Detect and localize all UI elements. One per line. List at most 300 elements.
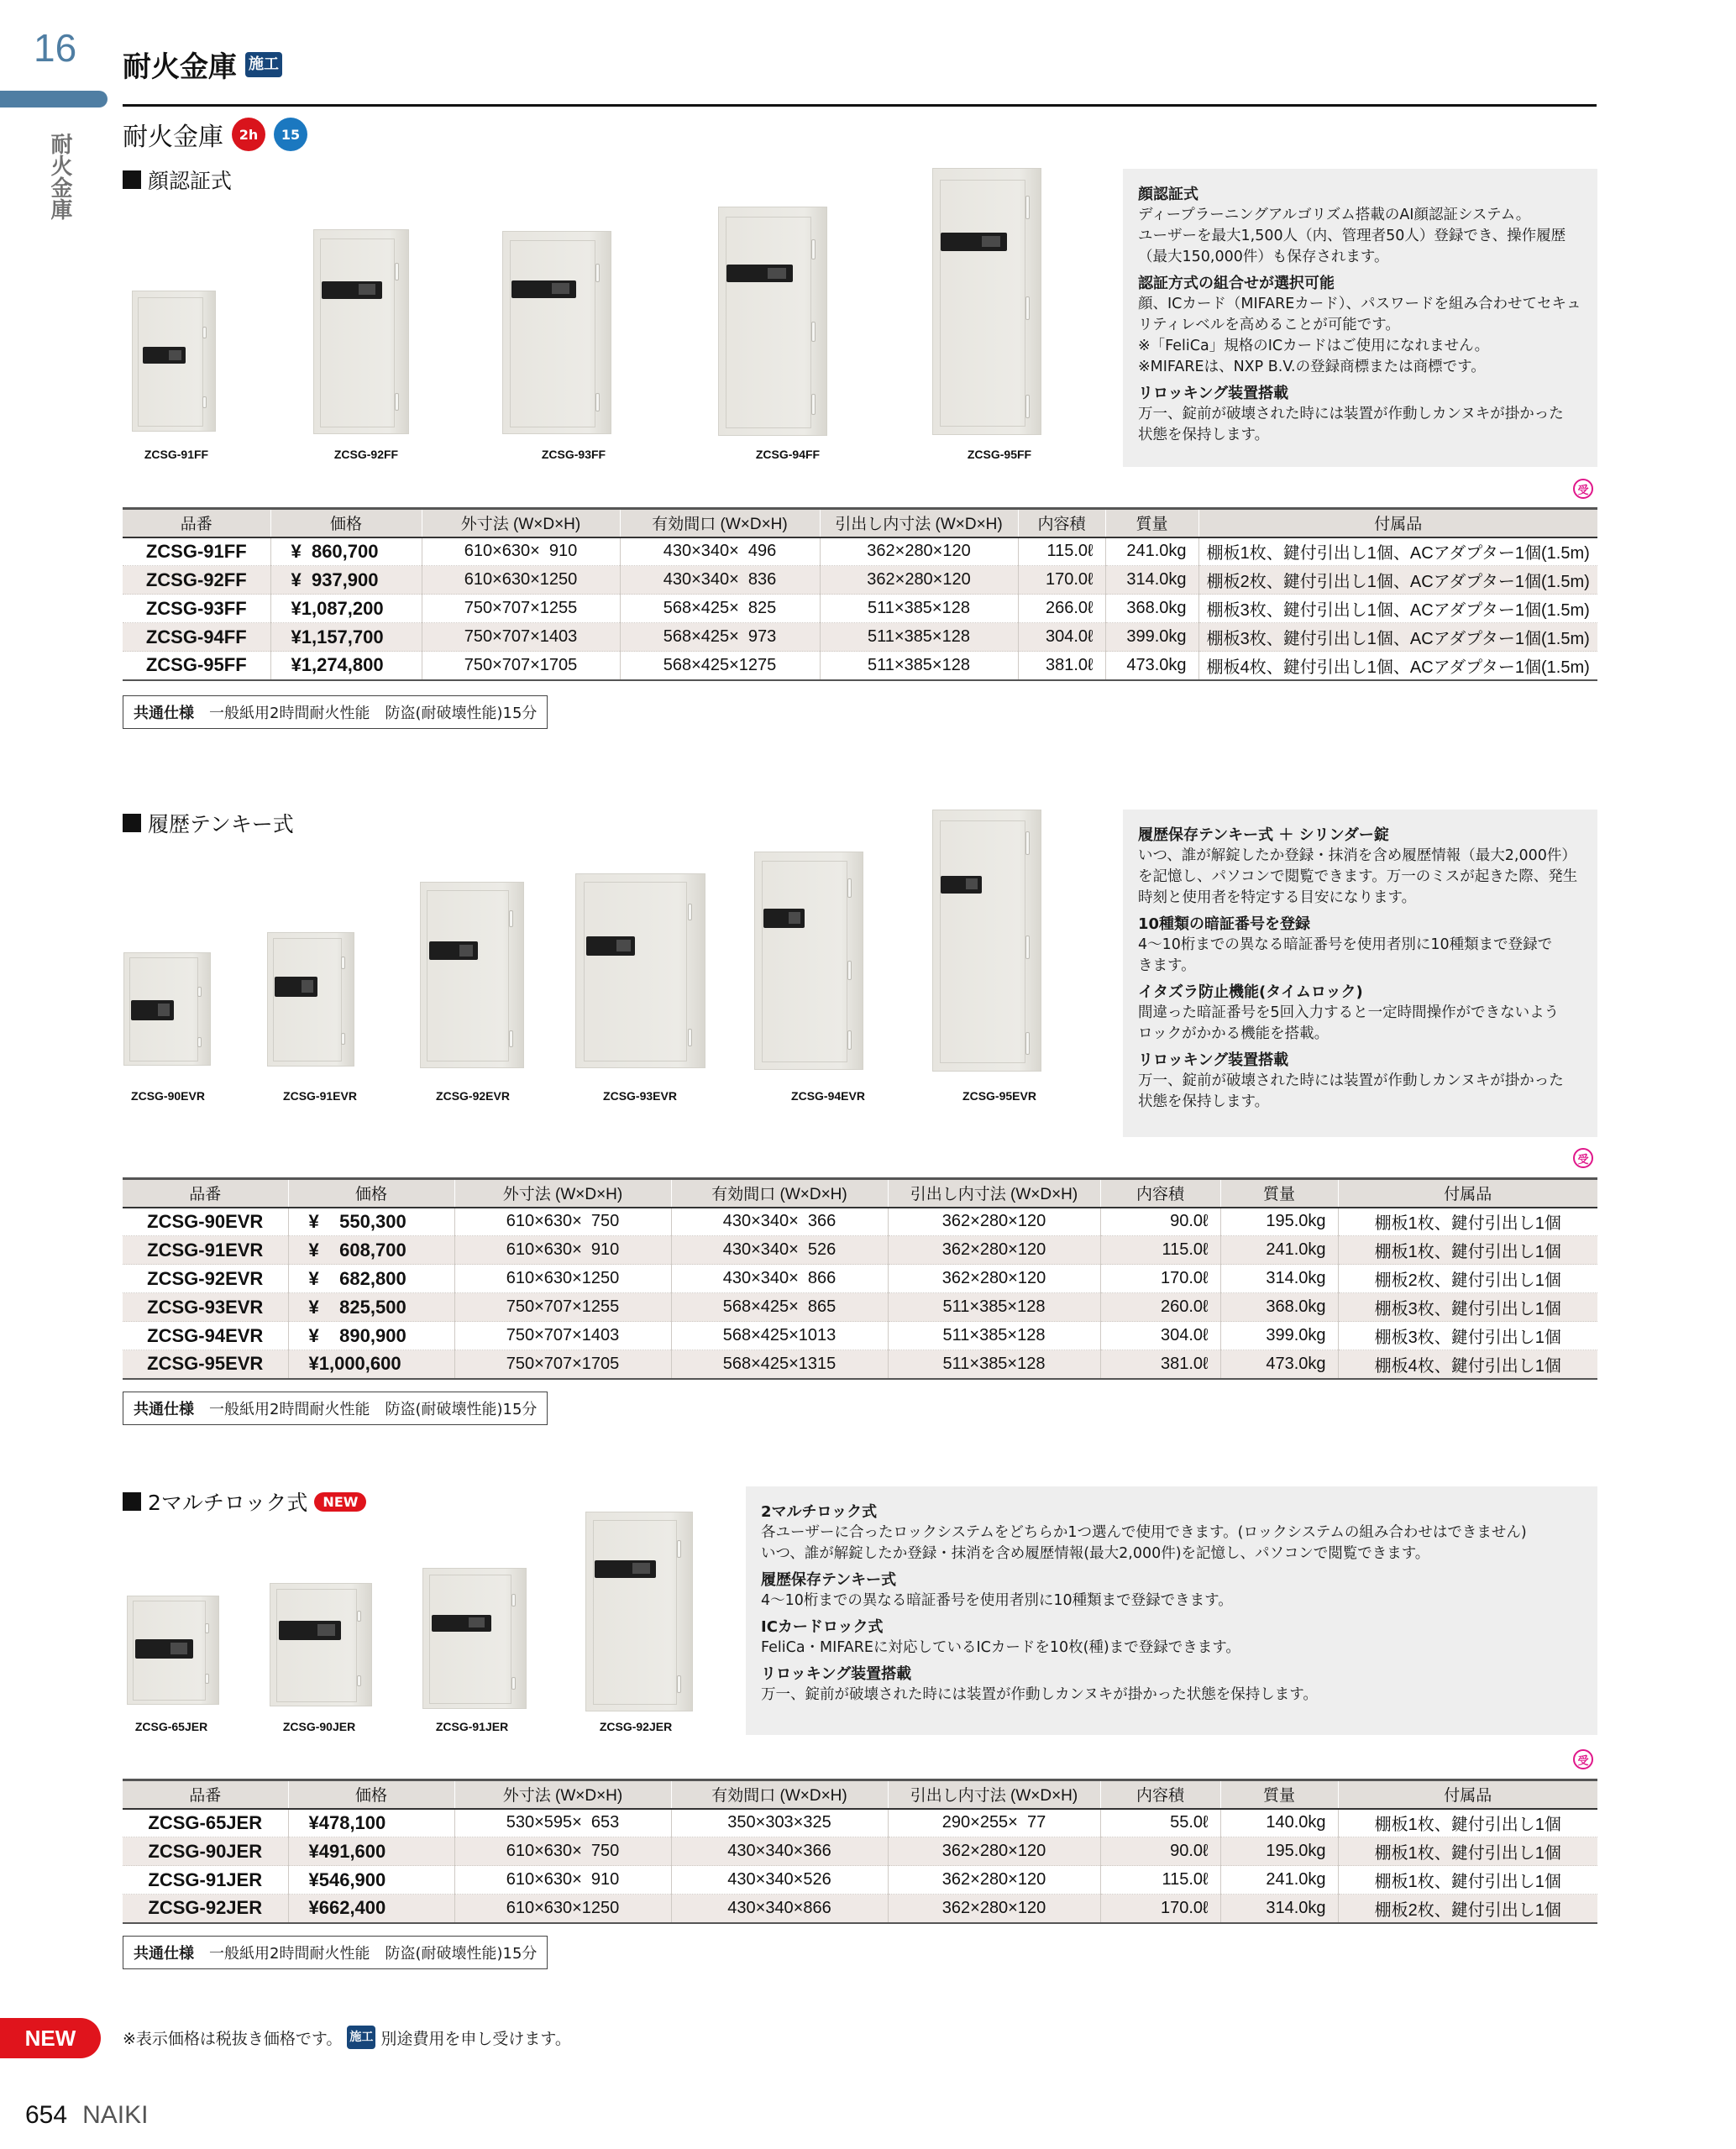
feature-text: FeliCa・MIFAREに対応しているICカードを10枚(種)まで登録できます。 bbox=[761, 1639, 1240, 1656]
feature-text: 顔、ICカード（MIFAREカード）、パスワードを組み合わせてセキュ リティレベルを高めることが可能です。 ※「FeliCa」規格のICカードはご使用になれません。 ※MIFAREは、NXP B.V.の登録商標または商標です。 bbox=[1138, 296, 1581, 375]
hinge-icon bbox=[1025, 395, 1030, 418]
feature-box-face-auth bbox=[1123, 169, 1597, 467]
col-header: 品番 bbox=[123, 509, 270, 537]
col-header: 質量 bbox=[1220, 1780, 1338, 1809]
cell-product-code: ZCSG-65JER bbox=[123, 1809, 288, 1837]
table-row bbox=[123, 623, 1597, 652]
cell-effective-opening: 350×303×325 bbox=[671, 1809, 888, 1837]
table-row bbox=[123, 1895, 1597, 1923]
cell-drawer-dimensions: 290×255× 77 bbox=[888, 1809, 1100, 1837]
receive-order-icon: 受 bbox=[1573, 1749, 1593, 1769]
cell-drawer-dimensions: 511×385×128 bbox=[888, 1322, 1100, 1350]
hinge-icon bbox=[595, 264, 600, 282]
col-header: 品番 bbox=[123, 1780, 288, 1809]
col-header: 品番 bbox=[123, 1179, 288, 1208]
subtitle-text: 耐火金庫 bbox=[123, 123, 223, 152]
common-spec-box bbox=[123, 1392, 548, 1425]
cell-capacity: 304.0ℓ bbox=[1018, 623, 1105, 652]
cell-effective-opening: 568×425×1315 bbox=[671, 1350, 888, 1379]
cell-accessories: 棚板1枚、鍵付引出し1個 bbox=[1338, 1837, 1597, 1866]
feature-title: リロッキング装置搭載 bbox=[761, 1665, 912, 1683]
cell-price: ¥1,274,800 bbox=[270, 652, 422, 680]
cell-capacity: 170.0ℓ bbox=[1100, 1265, 1220, 1293]
cell-drawer-dimensions: 362×280×120 bbox=[820, 537, 1018, 566]
installation-badge: 施工 bbox=[347, 2026, 375, 2049]
page-number: 654 bbox=[25, 2101, 68, 2129]
hinge-icon bbox=[1025, 196, 1030, 219]
cell-outer-dimensions: 750×707×1705 bbox=[422, 652, 620, 680]
col-header: 有効間口 (W×D×H) bbox=[671, 1780, 888, 1809]
safe-label: ZCSG-95FF bbox=[967, 448, 1032, 461]
cell-price: ¥ 682,800 bbox=[288, 1265, 454, 1293]
chapter-number: 16 bbox=[34, 26, 77, 70]
cell-price: ¥1,000,600 bbox=[288, 1350, 454, 1379]
common-spec-text: 一般紙用2時間耐火性能 防盗(耐破壊性能)15分 bbox=[209, 1401, 538, 1418]
cell-weight: 195.0kg bbox=[1220, 1208, 1338, 1236]
receive-order-icon: 受 bbox=[1573, 1148, 1593, 1168]
cell-outer-dimensions: 750×707×1705 bbox=[454, 1350, 671, 1379]
safe-image bbox=[267, 932, 354, 1067]
cell-outer-dimensions: 610×630× 750 bbox=[454, 1837, 671, 1866]
spec-table-multi-lock bbox=[123, 1779, 1597, 1924]
col-header: 内容積 bbox=[1100, 1179, 1220, 1208]
lock-panel-icon bbox=[135, 1639, 193, 1659]
cell-drawer-dimensions: 511×385×128 bbox=[888, 1350, 1100, 1379]
hinge-icon bbox=[509, 910, 513, 927]
table-row bbox=[123, 1265, 1597, 1293]
cell-accessories: 棚板1枚、鍵付引出し1個 bbox=[1338, 1236, 1597, 1265]
cell-product-code: ZCSG-91EVR bbox=[123, 1236, 288, 1265]
lock-panel-icon bbox=[586, 936, 635, 956]
cell-product-code: ZCSG-92JER bbox=[123, 1895, 288, 1923]
cell-drawer-dimensions: 362×280×120 bbox=[888, 1837, 1100, 1866]
cell-weight: 314.0kg bbox=[1105, 566, 1198, 595]
cell-outer-dimensions: 610×630×1250 bbox=[422, 566, 620, 595]
title-divider bbox=[123, 104, 1597, 107]
new-badge: NEW bbox=[314, 1492, 366, 1512]
hinge-icon bbox=[511, 1594, 516, 1607]
cell-capacity: 115.0ℓ bbox=[1100, 1866, 1220, 1895]
safe-image bbox=[127, 1596, 219, 1705]
cell-capacity: 266.0ℓ bbox=[1018, 595, 1105, 623]
hinge-icon bbox=[202, 327, 207, 339]
cell-effective-opening: 430×340×526 bbox=[671, 1866, 888, 1895]
safe-label: ZCSG-92JER bbox=[599, 1720, 673, 1733]
cell-accessories: 棚板1枚、鍵付引出し1個 bbox=[1338, 1866, 1597, 1895]
cell-product-code: ZCSG-91FF bbox=[123, 537, 270, 566]
safe-label: ZCSG-90EVR bbox=[131, 1089, 205, 1103]
cell-outer-dimensions: 610×630× 910 bbox=[454, 1866, 671, 1895]
cell-accessories: 棚板1枚、鍵付引出し1個、ACアダプター1個(1.5m) bbox=[1198, 537, 1597, 566]
lock-panel-icon bbox=[941, 233, 1007, 251]
cell-outer-dimensions: 750×707×1403 bbox=[454, 1322, 671, 1350]
section-heading-text: 2マルチロック式 bbox=[148, 1491, 308, 1515]
cell-weight: 399.0kg bbox=[1105, 623, 1198, 652]
cell-drawer-dimensions: 362×280×120 bbox=[888, 1265, 1100, 1293]
cell-effective-opening: 430×340× 496 bbox=[620, 537, 820, 566]
common-spec-label: 共通仕様 bbox=[134, 1401, 194, 1418]
safe-label: ZCSG-91EVR bbox=[283, 1089, 357, 1103]
safe-image bbox=[932, 168, 1041, 435]
safe-image bbox=[585, 1512, 693, 1711]
spec-table-face-auth bbox=[123, 507, 1597, 681]
cell-effective-opening: 430×340×866 bbox=[671, 1895, 888, 1923]
table-row bbox=[123, 566, 1597, 595]
cell-effective-opening: 568×425× 865 bbox=[671, 1293, 888, 1322]
cell-price: ¥ 860,700 bbox=[270, 537, 422, 566]
cell-product-code: ZCSG-93EVR bbox=[123, 1293, 288, 1322]
col-header: 価格 bbox=[288, 1179, 454, 1208]
feature-title: 認証方式の組合せが選択可能 bbox=[1138, 275, 1335, 292]
hinge-icon bbox=[811, 394, 816, 414]
safe-label: ZCSG-91FF bbox=[144, 448, 209, 461]
col-header: 付属品 bbox=[1338, 1179, 1597, 1208]
cell-product-code: ZCSG-92FF bbox=[123, 566, 270, 595]
safe-image bbox=[123, 952, 211, 1066]
col-header: 内容積 bbox=[1018, 509, 1105, 537]
cell-accessories: 棚板2枚、鍵付引出し1個 bbox=[1338, 1265, 1597, 1293]
cell-price: ¥ 937,900 bbox=[270, 566, 422, 595]
cell-product-code: ZCSG-90JER bbox=[123, 1837, 288, 1866]
hinge-icon bbox=[357, 1675, 361, 1686]
category-subtitle bbox=[123, 116, 307, 153]
feature-text: 間違った暗証番号を5回入力すると一定時間操作ができないよう ロックがかかる機能を搭載。 bbox=[1138, 1004, 1560, 1042]
cell-weight: 473.0kg bbox=[1105, 652, 1198, 680]
feature-box-multi-lock bbox=[746, 1486, 1597, 1735]
hinge-icon bbox=[395, 263, 399, 281]
lock-panel-icon bbox=[143, 347, 186, 364]
table-row bbox=[123, 1293, 1597, 1322]
section-heading-multi-lock bbox=[123, 1486, 366, 1517]
cell-outer-dimensions: 610×630× 910 bbox=[454, 1236, 671, 1265]
safe-image bbox=[270, 1583, 372, 1706]
cell-effective-opening: 430×340×366 bbox=[671, 1837, 888, 1866]
cell-drawer-dimensions: 362×280×120 bbox=[888, 1236, 1100, 1265]
cell-capacity: 381.0ℓ bbox=[1018, 652, 1105, 680]
cell-price: ¥478,100 bbox=[288, 1809, 454, 1837]
footer-new-badge: NEW bbox=[0, 2018, 101, 2058]
cell-weight: 368.0kg bbox=[1105, 595, 1198, 623]
feature-title: リロッキング装置搭載 bbox=[1138, 1051, 1289, 1069]
section-heading-text: 履歴テンキー式 bbox=[148, 812, 294, 836]
cell-product-code: ZCSG-94EVR bbox=[123, 1322, 288, 1350]
brand-name: NAIKI bbox=[82, 2101, 149, 2129]
feature-text: 万一、錠前が破壊された時には装置が作動しカンヌキが掛かった状態を保持します。 bbox=[761, 1686, 1318, 1703]
hinge-icon bbox=[811, 322, 816, 342]
lock-panel-icon bbox=[763, 909, 805, 928]
hinge-icon bbox=[677, 1540, 681, 1558]
cell-capacity: 381.0ℓ bbox=[1100, 1350, 1220, 1379]
col-header: 有効間口 (W×D×H) bbox=[620, 509, 820, 537]
safe-image bbox=[422, 1568, 527, 1709]
table-row bbox=[123, 595, 1597, 623]
cell-price: ¥1,087,200 bbox=[270, 595, 422, 623]
hinge-icon bbox=[847, 1030, 852, 1050]
cell-capacity: 170.0ℓ bbox=[1018, 566, 1105, 595]
feature-title: 2マルチロック式 bbox=[761, 1503, 878, 1521]
table-header-row bbox=[123, 509, 1597, 537]
cell-accessories: 棚板1枚、鍵付引出し1個 bbox=[1338, 1208, 1597, 1236]
table-header-row bbox=[123, 1179, 1597, 1208]
feature-title: リロッキング装置搭載 bbox=[1138, 385, 1289, 402]
safe-label: ZCSG-95EVR bbox=[962, 1089, 1036, 1103]
chapter-tab-bar bbox=[0, 91, 108, 107]
lock-panel-icon bbox=[322, 281, 382, 300]
cell-outer-dimensions: 610×630×1250 bbox=[454, 1265, 671, 1293]
page-title bbox=[123, 44, 282, 85]
feature-text: 万一、錠前が破壊された時には装置が作動しカンヌキが掛かった 状態を保持します。 bbox=[1138, 1072, 1564, 1110]
hinge-icon bbox=[202, 396, 207, 409]
cell-accessories: 棚板2枚、鍵付引出し1個 bbox=[1338, 1895, 1597, 1923]
safe-label: ZCSG-65JER bbox=[134, 1720, 208, 1733]
col-header: 引出し内寸法 (W×D×H) bbox=[820, 509, 1018, 537]
col-header: 付属品 bbox=[1338, 1780, 1597, 1809]
cell-weight: 399.0kg bbox=[1220, 1322, 1338, 1350]
col-header: 外寸法 (W×D×H) bbox=[422, 509, 620, 537]
feature-title: イタズラ防止機能(タイムロック) bbox=[1138, 983, 1363, 1001]
footer-note bbox=[123, 2026, 571, 2049]
cell-price: ¥546,900 bbox=[288, 1866, 454, 1895]
section-heading-face-auth bbox=[123, 165, 232, 195]
cell-accessories: 棚板4枚、鍵付引出し1個、ACアダプター1個(1.5m) bbox=[1198, 652, 1597, 680]
square-bullet-icon bbox=[123, 170, 141, 189]
table-row bbox=[123, 1809, 1597, 1837]
cell-price: ¥662,400 bbox=[288, 1895, 454, 1923]
cell-drawer-dimensions: 511×385×128 bbox=[820, 595, 1018, 623]
receive-order-icon: 受 bbox=[1573, 479, 1593, 499]
cell-weight: 140.0kg bbox=[1220, 1809, 1338, 1837]
hinge-icon bbox=[688, 904, 692, 921]
col-header: 引出し内寸法 (W×D×H) bbox=[888, 1780, 1100, 1809]
safe-image bbox=[420, 882, 524, 1068]
safe-image bbox=[502, 231, 611, 434]
feature-text: ディープラーニングアルゴリズム搭載のAI顔認証システム。 ユーザーを最大1,500人（内、管理者50人）登録でき、操作履歴 （最大150,000件）も保存されます。 bbox=[1138, 207, 1566, 265]
cell-effective-opening: 568×425×1275 bbox=[620, 652, 820, 680]
fire-2h-icon: 2h bbox=[232, 118, 265, 151]
lock-panel-icon bbox=[941, 876, 982, 894]
cell-accessories: 棚板2枚、鍵付引出し1個、ACアダプター1個(1.5m) bbox=[1198, 566, 1597, 595]
cell-capacity: 170.0ℓ bbox=[1100, 1895, 1220, 1923]
safe-image bbox=[575, 873, 705, 1068]
cell-capacity: 115.0ℓ bbox=[1018, 537, 1105, 566]
table-row bbox=[123, 537, 1597, 566]
table-row bbox=[123, 652, 1597, 680]
hinge-icon bbox=[511, 1677, 516, 1690]
hinge-icon bbox=[205, 1674, 209, 1684]
safe-label: ZCSG-94FF bbox=[755, 448, 821, 461]
col-header: 価格 bbox=[270, 509, 422, 537]
cell-weight: 314.0kg bbox=[1220, 1895, 1338, 1923]
cell-weight: 195.0kg bbox=[1220, 1837, 1338, 1866]
cell-product-code: ZCSG-95FF bbox=[123, 652, 270, 680]
cell-weight: 368.0kg bbox=[1220, 1293, 1338, 1322]
lock-panel-icon bbox=[279, 1621, 341, 1640]
col-header: 質量 bbox=[1220, 1179, 1338, 1208]
cell-accessories: 棚板4枚、鍵付引出し1個 bbox=[1338, 1350, 1597, 1379]
feature-text: 4～10桁までの異なる暗証番号を使用者別に10種類まで登録できます。 bbox=[761, 1592, 1233, 1609]
common-spec-box bbox=[123, 1936, 548, 1969]
cell-drawer-dimensions: 362×280×120 bbox=[888, 1895, 1100, 1923]
cell-weight: 473.0kg bbox=[1220, 1350, 1338, 1379]
cell-drawer-dimensions: 511×385×128 bbox=[888, 1293, 1100, 1322]
installation-badge: 施工 bbox=[245, 52, 282, 77]
cell-accessories: 棚板3枚、鍵付引出し1個 bbox=[1338, 1322, 1597, 1350]
lock-panel-icon bbox=[595, 1560, 656, 1578]
page-title-text: 耐火金庫 bbox=[123, 50, 237, 84]
safe-image bbox=[932, 810, 1041, 1072]
hinge-icon bbox=[341, 957, 345, 968]
hinge-icon bbox=[595, 393, 600, 411]
safe-image bbox=[718, 207, 827, 436]
cell-outer-dimensions: 610×630×1250 bbox=[454, 1895, 671, 1923]
safe-label: ZCSG-92EVR bbox=[436, 1089, 510, 1103]
hinge-icon bbox=[1025, 936, 1030, 959]
lock-panel-icon bbox=[131, 1000, 174, 1020]
hinge-icon bbox=[1025, 1032, 1030, 1056]
feature-title: 履歴保存テンキー式 bbox=[761, 1571, 897, 1589]
feature-title: 履歴保存テンキー式 ＋ シリンダー錠 bbox=[1138, 826, 1389, 844]
page-footer bbox=[25, 2101, 148, 2130]
feature-text: 万一、錠前が破壊された時には装置が作動しカンヌキが掛かった 状態を保持します。 bbox=[1138, 406, 1564, 443]
cell-outer-dimensions: 750×707×1255 bbox=[422, 595, 620, 623]
safe-label: ZCSG-90JER bbox=[282, 1720, 356, 1733]
safe-label: ZCSG-91JER bbox=[435, 1720, 509, 1733]
cell-capacity: 55.0ℓ bbox=[1100, 1809, 1220, 1837]
spec-table-history-tenkey bbox=[123, 1177, 1597, 1380]
cell-drawer-dimensions: 362×280×120 bbox=[820, 566, 1018, 595]
feature-box-history-tenkey bbox=[1123, 810, 1597, 1137]
cell-effective-opening: 568×425×1013 bbox=[671, 1322, 888, 1350]
cell-product-code: ZCSG-93FF bbox=[123, 595, 270, 623]
lock-panel-icon bbox=[726, 265, 793, 283]
col-header: 外寸法 (W×D×H) bbox=[454, 1780, 671, 1809]
cell-accessories: 棚板3枚、鍵付引出し1個 bbox=[1338, 1293, 1597, 1322]
common-spec-box bbox=[123, 695, 548, 729]
hinge-icon bbox=[197, 1037, 202, 1047]
col-header: 引出し内寸法 (W×D×H) bbox=[888, 1179, 1100, 1208]
feature-text: いつ、誰が解錠したか登録・抹消を含め履歴情報（最大2,000件） を記憶し、パソコンで閲覧できます。万一のミスが起きた際、発生 時刻と使用者を特定する目安になります。 bbox=[1138, 847, 1578, 906]
hinge-icon bbox=[395, 393, 399, 411]
lock-panel-icon bbox=[511, 280, 576, 299]
common-spec-text: 一般紙用2時間耐火性能 防盗(耐破壊性能)15分 bbox=[209, 1945, 538, 1963]
table-row bbox=[123, 1322, 1597, 1350]
hinge-icon bbox=[509, 1030, 513, 1047]
cell-capacity: 90.0ℓ bbox=[1100, 1837, 1220, 1866]
hinge-icon bbox=[1025, 296, 1030, 320]
cell-effective-opening: 430×340× 526 bbox=[671, 1236, 888, 1265]
cell-outer-dimensions: 750×707×1255 bbox=[454, 1293, 671, 1322]
common-spec-label: 共通仕様 bbox=[134, 705, 194, 722]
cell-weight: 241.0kg bbox=[1220, 1866, 1338, 1895]
col-header: 有効間口 (W×D×H) bbox=[671, 1179, 888, 1208]
cell-product-code: ZCSG-90EVR bbox=[123, 1208, 288, 1236]
cell-capacity: 90.0ℓ bbox=[1100, 1208, 1220, 1236]
cell-product-code: ZCSG-94FF bbox=[123, 623, 270, 652]
lock-panel-icon bbox=[275, 977, 317, 997]
col-header: 外寸法 (W×D×H) bbox=[454, 1179, 671, 1208]
feature-title: 10種類の暗証番号を登録 bbox=[1138, 915, 1311, 933]
col-header: 価格 bbox=[288, 1780, 454, 1809]
feature-title: 顔認証式 bbox=[1138, 186, 1198, 203]
hinge-icon bbox=[357, 1611, 361, 1622]
cell-product-code: ZCSG-92EVR bbox=[123, 1265, 288, 1293]
cell-price: ¥ 608,700 bbox=[288, 1236, 454, 1265]
hinge-icon bbox=[847, 961, 852, 980]
cell-effective-opening: 568×425× 825 bbox=[620, 595, 820, 623]
hinge-icon bbox=[205, 1623, 209, 1633]
cell-product-code: ZCSG-91JER bbox=[123, 1866, 288, 1895]
col-header: 内容積 bbox=[1100, 1780, 1220, 1809]
cell-drawer-dimensions: 511×385×128 bbox=[820, 652, 1018, 680]
feature-text: 各ユーザーに合ったロックシステムをどちらか1つ選んで使用できます。(ロックシステムの組み合わせはできません) いつ、誰が解錠したか登録・抹消を含め履歴情報(最大2,000件)を記憶し、パソコンで閲覧できます。 bbox=[761, 1524, 1527, 1562]
cell-weight: 241.0kg bbox=[1220, 1236, 1338, 1265]
hinge-icon bbox=[811, 239, 816, 259]
hinge-icon bbox=[341, 1033, 345, 1045]
safe-image bbox=[754, 852, 863, 1070]
col-header: 付属品 bbox=[1198, 509, 1597, 537]
cell-effective-opening: 430×340× 866 bbox=[671, 1265, 888, 1293]
common-spec-label: 共通仕様 bbox=[134, 1945, 194, 1963]
feature-text: 4～10桁までの異なる暗証番号を使用者別に10種類まで登録で きます。 bbox=[1138, 936, 1553, 974]
hinge-icon bbox=[197, 987, 202, 997]
cell-drawer-dimensions: 362×280×120 bbox=[888, 1208, 1100, 1236]
col-header: 質量 bbox=[1105, 509, 1198, 537]
cell-capacity: 304.0ℓ bbox=[1100, 1322, 1220, 1350]
cell-effective-opening: 430×340× 836 bbox=[620, 566, 820, 595]
feature-title: ICカードロック式 bbox=[761, 1618, 884, 1636]
cell-price: ¥ 825,500 bbox=[288, 1293, 454, 1322]
cell-capacity: 115.0ℓ bbox=[1100, 1236, 1220, 1265]
cell-effective-opening: 430×340× 366 bbox=[671, 1208, 888, 1236]
section-heading-history-tenkey bbox=[123, 808, 294, 838]
cell-accessories: 棚板3枚、鍵付引出し1個、ACアダプター1個(1.5m) bbox=[1198, 623, 1597, 652]
cell-price: ¥ 890,900 bbox=[288, 1322, 454, 1350]
table-row bbox=[123, 1350, 1597, 1379]
cell-accessories: 棚板1枚、鍵付引出し1個 bbox=[1338, 1809, 1597, 1837]
safe-image bbox=[313, 229, 409, 434]
table-row bbox=[123, 1866, 1597, 1895]
common-spec-text: 一般紙用2時間耐火性能 防盗(耐破壊性能)15分 bbox=[209, 705, 538, 722]
cell-outer-dimensions: 610×630× 750 bbox=[454, 1208, 671, 1236]
footer-note-suffix: 別途費用を申し受けます。 bbox=[380, 2029, 571, 2048]
table-header-row bbox=[123, 1780, 1597, 1809]
table-row bbox=[123, 1208, 1597, 1236]
hinge-icon bbox=[677, 1675, 681, 1693]
square-bullet-icon bbox=[123, 1492, 141, 1511]
square-bullet-icon bbox=[123, 814, 141, 832]
hinge-icon bbox=[847, 878, 852, 898]
cell-accessories: 棚板3枚、鍵付引出し1個、ACアダプター1個(1.5m) bbox=[1198, 595, 1597, 623]
hinge-icon bbox=[1025, 831, 1030, 855]
safe-image bbox=[132, 291, 216, 432]
cell-drawer-dimensions: 511×385×128 bbox=[820, 623, 1018, 652]
cell-price: ¥491,600 bbox=[288, 1837, 454, 1866]
table-row bbox=[123, 1837, 1597, 1866]
safe-label: ZCSG-93FF bbox=[541, 448, 606, 461]
table-row bbox=[123, 1236, 1597, 1265]
cell-capacity: 260.0ℓ bbox=[1100, 1293, 1220, 1322]
cell-weight: 241.0kg bbox=[1105, 537, 1198, 566]
lock-panel-icon bbox=[432, 1615, 491, 1632]
cell-price: ¥1,157,700 bbox=[270, 623, 422, 652]
lock-panel-icon bbox=[429, 941, 479, 960]
cell-effective-opening: 568×425× 973 bbox=[620, 623, 820, 652]
safe-label: ZCSG-93EVR bbox=[603, 1089, 677, 1103]
cell-outer-dimensions: 610×630× 910 bbox=[422, 537, 620, 566]
cell-product-code: ZCSG-95EVR bbox=[123, 1350, 288, 1379]
hinge-icon bbox=[688, 1029, 692, 1046]
cell-price: ¥ 550,300 bbox=[288, 1208, 454, 1236]
